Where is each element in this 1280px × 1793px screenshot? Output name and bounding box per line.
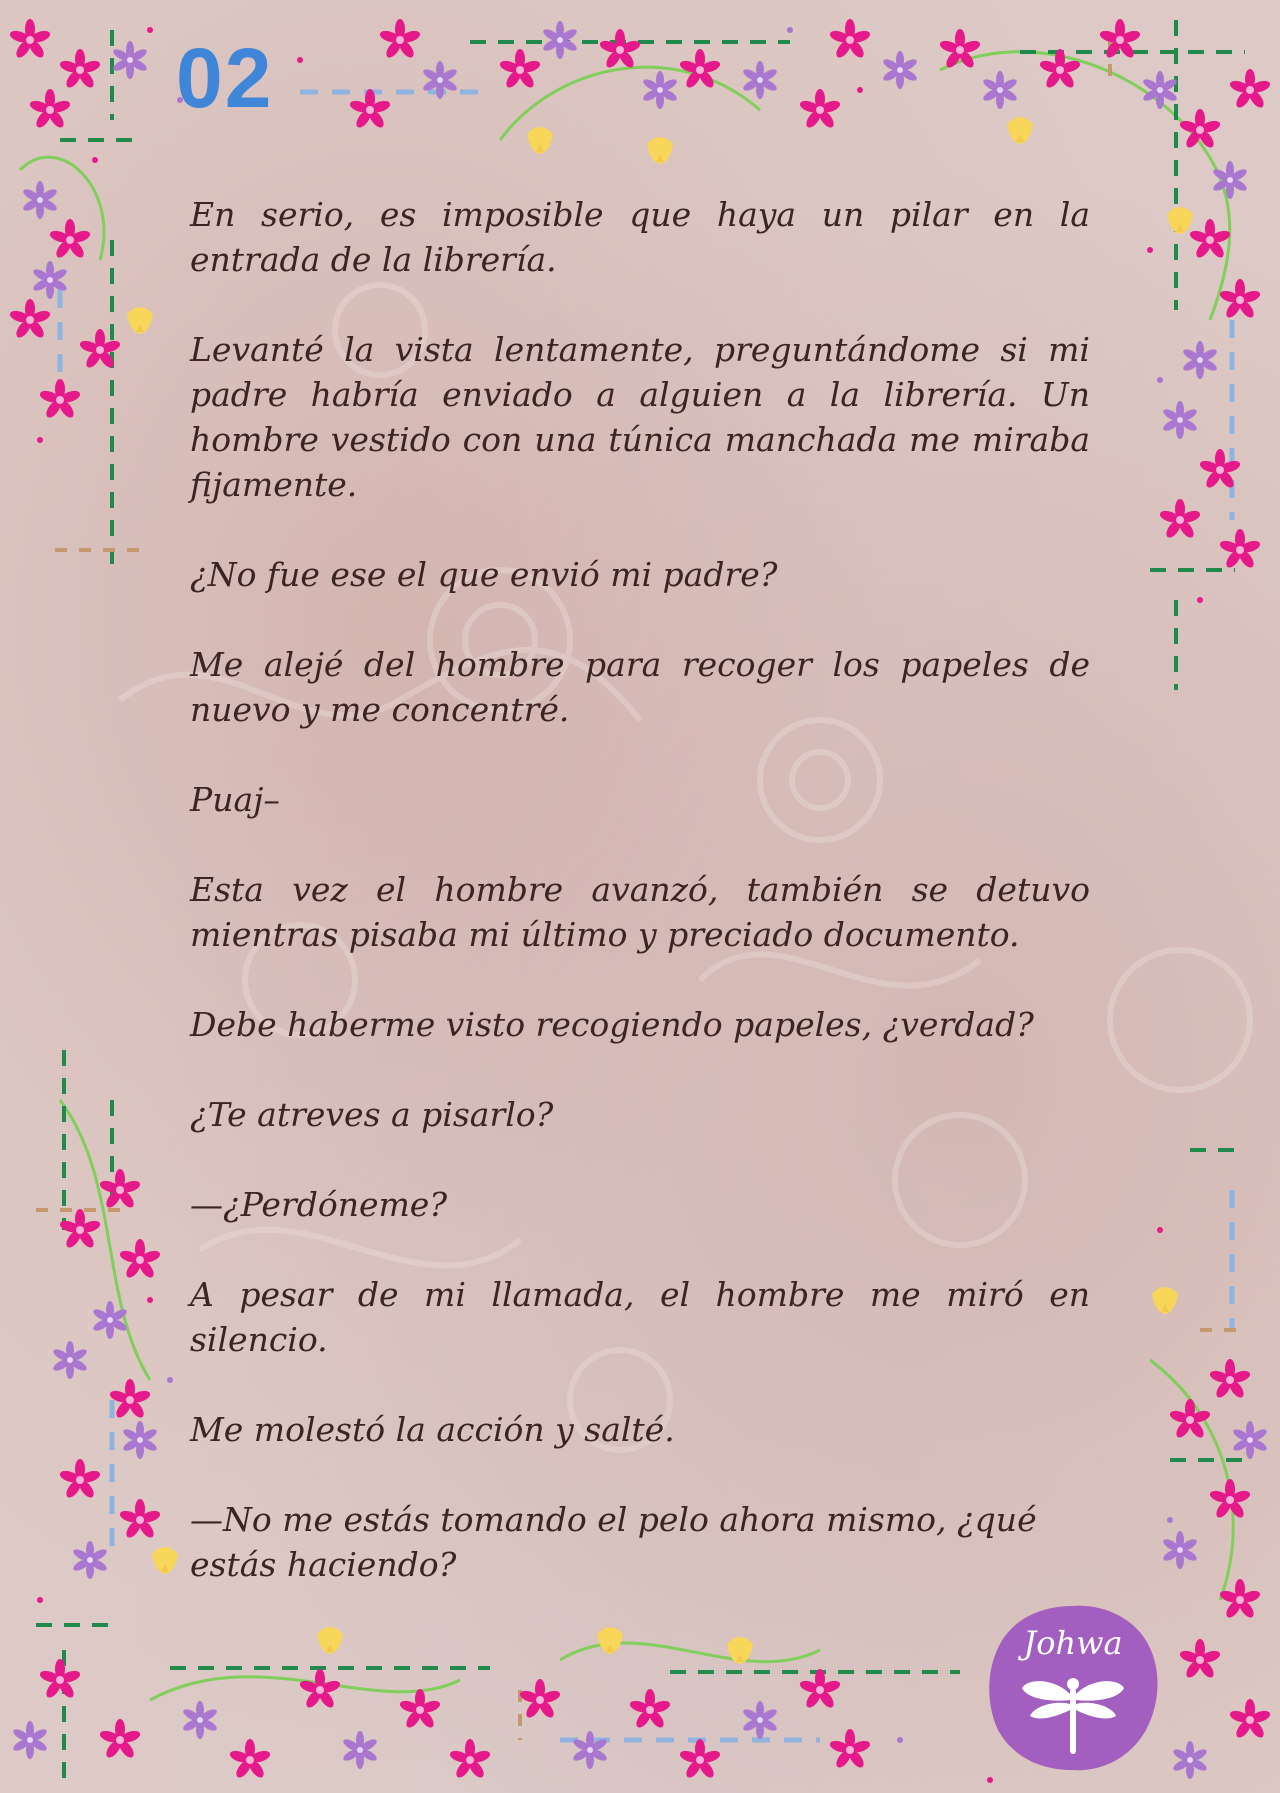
chapter-number: 02 bbox=[176, 31, 274, 125]
paragraph: ¿Te atreves a pisarlo? bbox=[190, 1095, 554, 1134]
paragraph: Esta vez el hombre avanzó, también se detuvo mientras pisaba mi último y preciado documento. bbox=[190, 870, 1090, 954]
dragonfly-icon bbox=[1018, 1670, 1128, 1760]
paragraph: —No me estás tomando el pelo ahora mismo, ¿qué estás haciendo? bbox=[190, 1500, 1037, 1584]
paragraph: A pesar de mi llamada, el hombre me miró en silencio. bbox=[190, 1275, 1090, 1359]
logo-text: Johwa bbox=[1023, 1624, 1123, 1662]
johwa-logo bbox=[984, 1600, 1162, 1776]
paragraph: Debe haberme visto recogiendo papeles, ¿verdad? bbox=[190, 1005, 1034, 1044]
paragraph: Levanté la vista lentamente, preguntándome si mi padre habría enviado a alguien a la librería. Un hombre vestido con una túnica manchada me miraba fijamente. bbox=[190, 330, 1090, 504]
paragraph: Me molestó la acción y salté. bbox=[190, 1410, 675, 1449]
paragraph: ¿No fue ese el que envió mi padre? bbox=[190, 555, 778, 594]
paragraph: En serio, es imposible que haya un pilar en la entrada de la librería. bbox=[190, 195, 1090, 279]
paragraph: Me alejé del hombre para recoger los papeles de nuevo y me concentré. bbox=[190, 645, 1090, 729]
paragraph: —¿Perdóneme? bbox=[190, 1185, 448, 1224]
paragraph: Puaj– bbox=[190, 780, 280, 819]
story-text bbox=[190, 192, 1090, 1632]
